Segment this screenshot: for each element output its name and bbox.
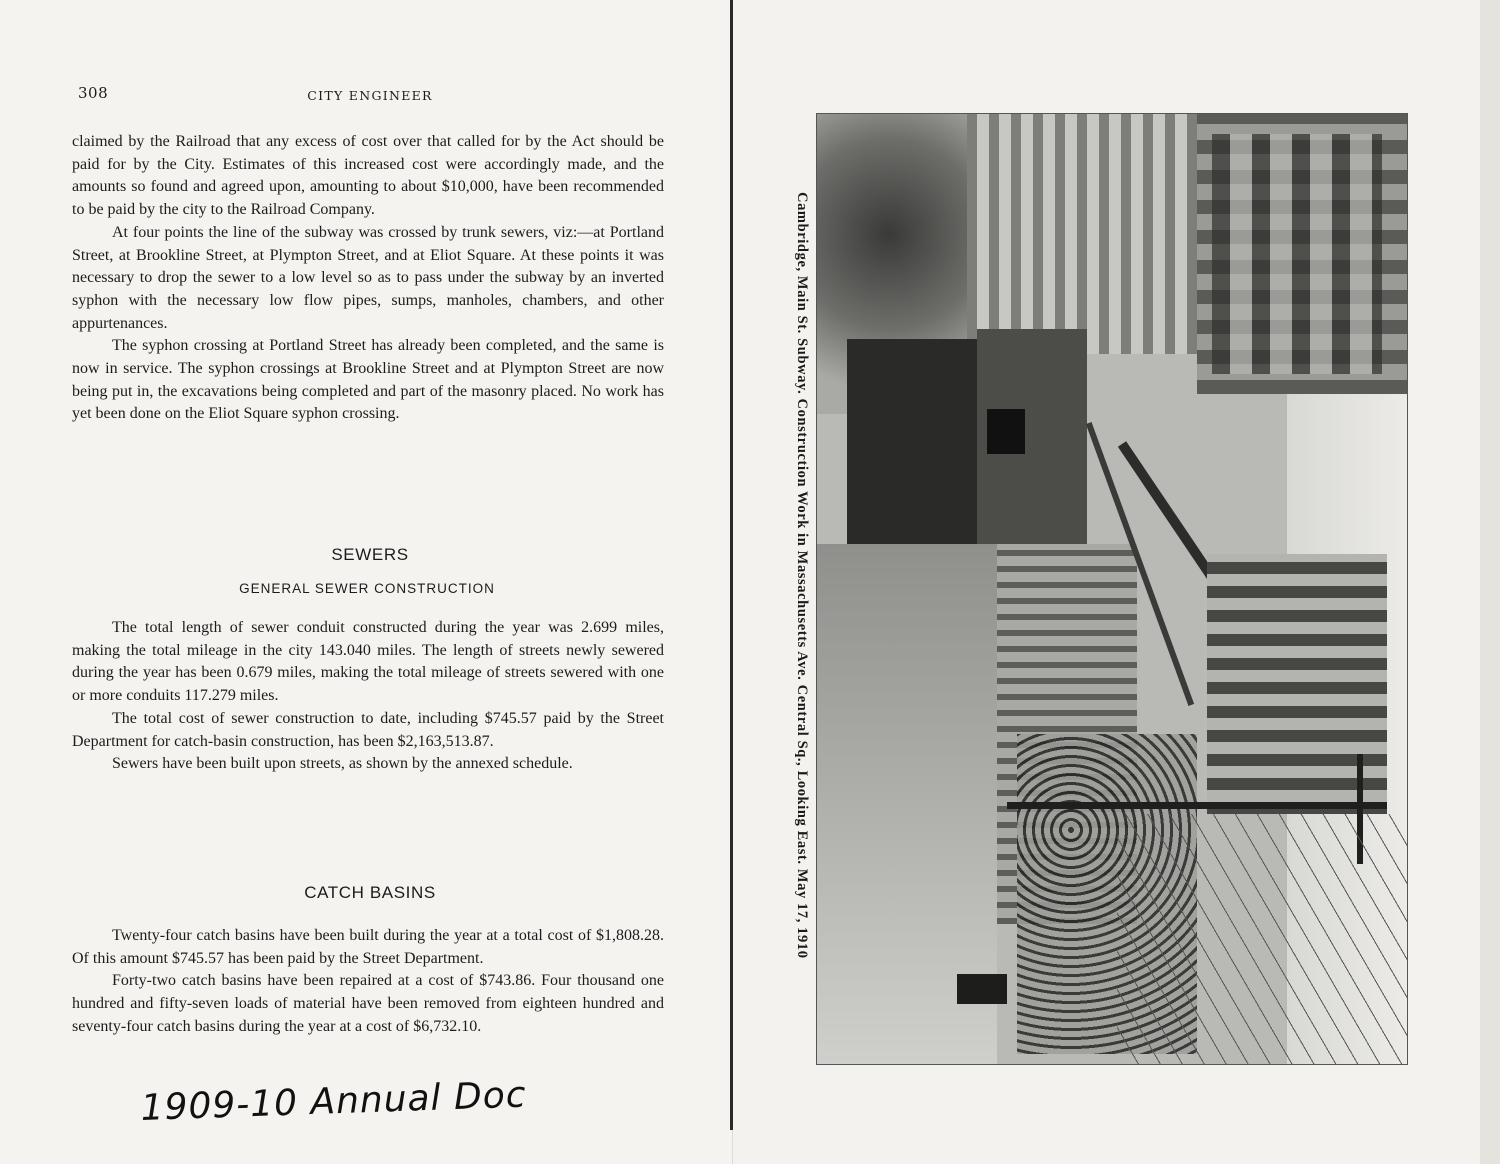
photo-building-windows	[1212, 134, 1382, 374]
photo-pedestrian-figures	[957, 974, 1007, 1004]
catch-basins-paragraph-2: Forty-two catch basins have been repaired at a cost of $743.86. Four thousand one hundred and fifty-seven loads of material have been removed from eighteen hundred and seventy-four catch basins during the year at a cost of $6,732.10.	[72, 972, 664, 1035]
sewers-paragraph-1: The total length of sewer conduit constructed during the year was 2.699 miles, making the total mileage in the city 143.040 miles. The length of streets newly sewered during the year has been 0.679 miles, making the total mileage of streets sewered with one or more conduits 117.279 miles.	[72, 619, 664, 705]
photo-overhead-wires	[1117, 814, 1407, 1064]
handwritten-annotation: 1909-10 Annual Doc	[140, 1074, 528, 1129]
intro-paragraph-2: At four points the line of the subway was crossed by trunk sewers, viz:—at Portland Street, at Brookline Street, at Plympton Street, and at Eliot Square. At these points it was necessary to drop the sewer to a low level so as to pass under the subway by an inverted syphon with the necessary low flow pipes, sumps, manholes, chambers, and other appurtenances.	[72, 223, 664, 332]
scan-edge	[1480, 0, 1500, 1164]
sewers-paragraph-3: Sewers have been built upon streets, as shown by the annexed schedule.	[112, 755, 573, 773]
sewers-paragraph-2: The total cost of sewer construction to date, including $745.57 paid by the Street Department for catch-basin construction, has been $2,163,513.87.	[72, 709, 664, 750]
sewers-text-block	[72, 617, 664, 776]
general-sewer-construction-subheading: GENERAL SEWER CONSTRUCTION	[239, 581, 495, 596]
left-page	[0, 0, 732, 1164]
catch-basins-heading: CATCH BASINS	[304, 883, 436, 902]
photo-caption	[790, 192, 810, 1002]
intro-text-block	[72, 131, 664, 426]
photo-shed-window	[987, 409, 1025, 454]
sewers-heading: SEWERS	[331, 545, 409, 564]
construction-photograph	[816, 113, 1408, 1065]
catch-basins-paragraph-1: Twenty-four catch basins have been built during the year at a total cost of $1,808.28. Of this amount $745.57 has been paid by the Street Department.	[72, 927, 664, 967]
intro-paragraph-3: The syphon crossing at Portland Street has already been completed, and the same is now in service. The syphon crossings at Brookline Street and at Plympton Street are now being put in, the excavations being completed and part of the masonry placed. No work has yet been done on the Eliot Square syphon crossing.	[72, 337, 664, 423]
catch-basins-text-block	[72, 925, 664, 1039]
photo-caption-text: Cambridge, Main St. Subway. Construction Work in Massachusetts Ave. Central Sq., Looking East. May 17, 1910	[794, 192, 810, 959]
photo-utility-pole	[1007, 802, 1387, 809]
intro-paragraph-1: claimed by the Railroad that any excess of cost over that called for by the Act should be paid for by the City. Estimates of this increased cost were accordingly made, and the amounts so found and agreed upon, amounting to about $10,000, have been recommended to be paid by the city to the Railroad Company.	[72, 133, 664, 219]
photo-street-buildings	[967, 114, 1197, 354]
page-number: 308	[78, 84, 109, 102]
running-head: CITY ENGINEER	[307, 88, 433, 103]
